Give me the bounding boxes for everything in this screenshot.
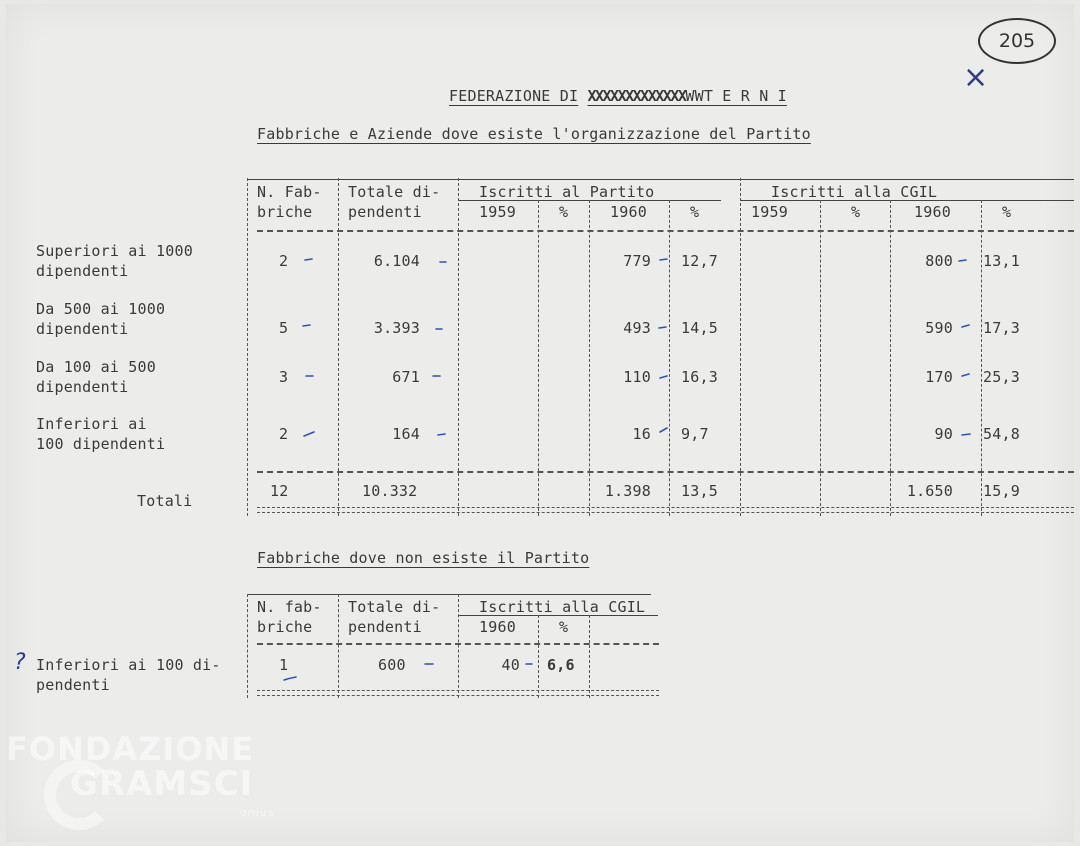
table1-top-rule <box>247 179 1074 180</box>
row-label: dipendenti <box>36 320 129 338</box>
row-label: Da 500 ai 1000 <box>36 300 166 318</box>
watermark-line1: FONDAZIONE <box>6 730 255 768</box>
t2-header-tot: Totale di- <box>348 598 441 616</box>
cell-cgil-1960: 590 <box>925 319 953 337</box>
cell-cgil-pct: 13,1 <box>983 252 1020 270</box>
cell-partito-pct: 12,7 <box>681 252 718 270</box>
table2-vline <box>589 615 590 698</box>
cell-fab: 2 <box>279 425 289 443</box>
row-label: Da 100 ai 500 <box>36 358 156 376</box>
cell-cgil-pct: 17,3 <box>983 319 1020 337</box>
table2-vline <box>538 615 539 698</box>
header-year-1959: 1959 <box>479 203 516 221</box>
table1-vline <box>669 200 670 516</box>
row-label: Inferiori ai <box>36 415 147 433</box>
handwritten-x-mark: × <box>963 60 989 95</box>
cell-cgil-pct: 54,8 <box>983 425 1020 443</box>
table2-vline <box>338 594 339 698</box>
table2-vline <box>247 594 248 698</box>
cell-cgil-1960: 800 <box>925 252 953 270</box>
header-year-1960: 1960 <box>914 203 951 221</box>
title-prefix: FEDERAZIONE DI <box>449 87 579 105</box>
title-struck: XXXXXXXXXXXXX <box>587 87 686 105</box>
title-city: WWT E R N I <box>685 87 787 105</box>
t2-header-year: 1960 <box>479 618 516 636</box>
row-label: Superiori ai 1000 <box>36 242 193 260</box>
row-label: 100 dipendenti <box>36 435 166 453</box>
table1-vline <box>538 200 539 516</box>
watermark-g-logo-icon <box>44 760 114 830</box>
table1-vline <box>890 200 891 516</box>
cell-tot: 3.393 <box>373 319 420 337</box>
table1-totals-rule <box>257 471 1074 473</box>
header-year-1960: 1960 <box>610 203 647 221</box>
t2-header-fab: N. fab- <box>257 598 322 616</box>
cell-cgil-1960: 170 <box>925 368 953 386</box>
cell-fab: 2 <box>279 252 289 270</box>
header-pct: % <box>1002 203 1012 221</box>
total-partito-1960: 1.398 <box>604 482 651 500</box>
cell-fab: 5 <box>279 319 289 337</box>
total-partito-pct: 13,5 <box>681 482 718 500</box>
handwritten-question-mark: ? <box>14 650 26 675</box>
table1-vline <box>820 200 821 516</box>
table1-vline <box>338 178 339 516</box>
table1-vline <box>740 178 741 516</box>
table2-vline <box>458 594 459 698</box>
table1-subtitle: Fabbriche e Aziende dove esiste l'organizzazione del Partito <box>257 125 811 143</box>
cell-fab: 3 <box>279 368 289 386</box>
table1-vline <box>981 200 982 516</box>
header-year-1959: 1959 <box>751 203 788 221</box>
table1-header-rule <box>257 230 1074 232</box>
table2-title: Fabbriche dove non esiste il Partito <box>257 549 590 567</box>
header-iscritti-cgil: Iscritti alla CGIL <box>771 183 938 201</box>
totals-label: Totali <box>137 492 193 510</box>
table2-top-rule <box>247 594 651 595</box>
total-fab: 12 <box>270 482 289 500</box>
t2-row-label: Inferiori ai 100 di- <box>36 656 221 674</box>
header-pct: % <box>851 203 861 221</box>
t2-cell-cgil-pct: 6,6 <box>547 656 575 674</box>
cell-tot: 164 <box>392 425 420 443</box>
header-tot: pendenti <box>348 203 422 221</box>
t2-header-fab: briche <box>257 618 313 636</box>
t2-header-tot: pendenti <box>348 618 422 636</box>
table1-vline <box>458 178 459 516</box>
total-cgil-pct: 15,9 <box>983 482 1020 500</box>
cell-partito-pct: 14,5 <box>681 319 718 337</box>
table1-vline <box>589 200 590 516</box>
t2-header-cgil: Iscritti alla CGIL <box>479 598 646 616</box>
cell-partito-pct: 16,3 <box>681 368 718 386</box>
t2-row-label: pendenti <box>36 676 110 694</box>
header-tot: Totale di- <box>348 183 441 201</box>
cell-cgil-1960: 90 <box>934 425 953 443</box>
page-number-stamp: 205 <box>978 18 1056 64</box>
cell-tot: 6.104 <box>373 252 420 270</box>
cell-partito-1960: 493 <box>623 319 651 337</box>
cell-partito-pct: 9,7 <box>681 425 709 443</box>
header-pct: % <box>690 203 700 221</box>
cell-partito-1960: 110 <box>623 368 651 386</box>
t2-header-pct: % <box>559 618 569 636</box>
t2-cell-tot: 600 <box>378 656 406 674</box>
row-label: dipendenti <box>36 262 129 280</box>
header-pct: % <box>559 203 569 221</box>
cell-partito-1960: 16 <box>632 425 651 443</box>
table1-vline <box>247 178 248 516</box>
table1-double-rule <box>257 507 1074 513</box>
watermark-small: onlus <box>240 806 275 819</box>
header-iscritti-partito: Iscritti al Partito <box>479 183 655 201</box>
t2-cell-cgil-1960: 40 <box>501 656 520 674</box>
t2-cell-fab: 1 <box>279 656 289 674</box>
cell-cgil-pct: 25,3 <box>983 368 1020 386</box>
header-fab: N. Fab- <box>257 183 322 201</box>
total-tot: 10.332 <box>362 482 418 500</box>
cell-tot: 671 <box>392 368 420 386</box>
cell-partito-1960: 779 <box>623 252 651 270</box>
total-cgil-1960: 1.650 <box>906 482 953 500</box>
header-fab: briche <box>257 203 313 221</box>
row-label: dipendenti <box>36 378 129 396</box>
federation-title <box>449 86 787 106</box>
watermark-line2: GRAMSCI <box>70 764 254 804</box>
